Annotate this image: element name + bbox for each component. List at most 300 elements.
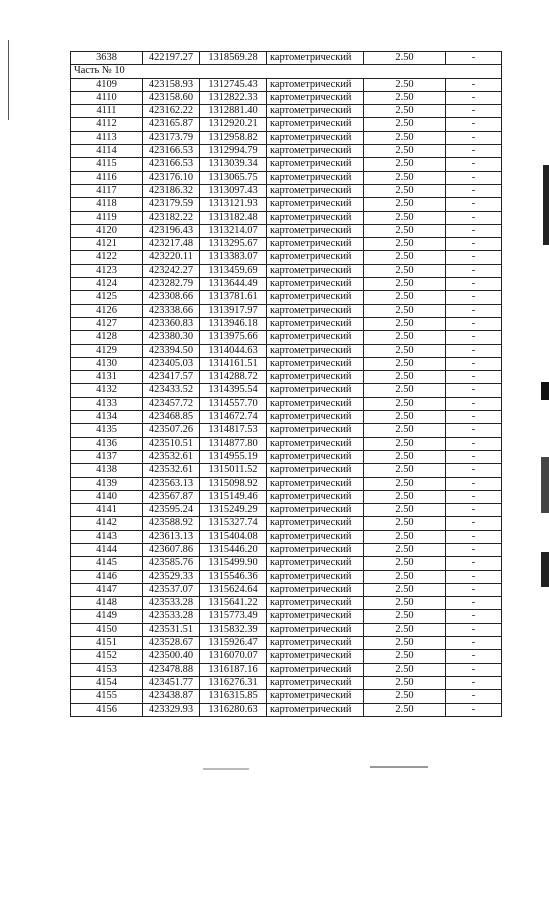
x-coordinate-cell: 423531.51 bbox=[143, 623, 200, 636]
accuracy-cell: 2.50 bbox=[364, 464, 446, 477]
point-number-cell: 4155 bbox=[71, 690, 143, 703]
point-number-cell: 4142 bbox=[71, 517, 143, 530]
x-coordinate-cell: 423282.79 bbox=[143, 278, 200, 291]
method-cell: картометрический bbox=[267, 637, 364, 650]
accuracy-cell: 2.50 bbox=[364, 91, 446, 104]
method-cell: картометрический bbox=[267, 158, 364, 171]
y-coordinate-cell: 1316280.63 bbox=[200, 703, 267, 716]
y-coordinate-cell: 1313065.75 bbox=[200, 171, 267, 184]
table-row bbox=[71, 464, 502, 477]
point-number-cell: 4152 bbox=[71, 650, 143, 663]
y-coordinate-cell: 1316070.07 bbox=[200, 650, 267, 663]
method-cell: картометрический bbox=[267, 384, 364, 397]
x-coordinate-cell: 423585.76 bbox=[143, 557, 200, 570]
x-coordinate-cell: 423217.48 bbox=[143, 238, 200, 251]
y-coordinate-cell: 1312881.40 bbox=[200, 105, 267, 118]
accuracy-cell: 2.50 bbox=[364, 131, 446, 144]
method-cell: картометрический bbox=[267, 424, 364, 437]
table-row bbox=[71, 145, 502, 158]
binding-mark-right-3 bbox=[541, 457, 549, 513]
accuracy-cell: 2.50 bbox=[364, 171, 446, 184]
accuracy-cell: 2.50 bbox=[364, 304, 446, 317]
note-cell: - bbox=[446, 251, 502, 264]
accuracy-cell: 2.50 bbox=[364, 450, 446, 463]
note-cell: - bbox=[446, 278, 502, 291]
point-number-cell: 4113 bbox=[71, 131, 143, 144]
point-number-cell: 4145 bbox=[71, 557, 143, 570]
point-number-cell: 4140 bbox=[71, 490, 143, 503]
section-title: Часть № 10 bbox=[71, 65, 502, 78]
method-cell: картометрический bbox=[267, 464, 364, 477]
accuracy-cell: 2.50 bbox=[364, 78, 446, 91]
method-cell: картометрический bbox=[267, 357, 364, 370]
accuracy-cell: 2.50 bbox=[364, 158, 446, 171]
table-row bbox=[71, 171, 502, 184]
accuracy-cell: 2.50 bbox=[364, 557, 446, 570]
table-row bbox=[71, 610, 502, 623]
y-coordinate-cell: 1313214.07 bbox=[200, 224, 267, 237]
point-number-cell: 4146 bbox=[71, 570, 143, 583]
point-number-cell: 4122 bbox=[71, 251, 143, 264]
y-coordinate-cell: 1318569.28 bbox=[200, 52, 267, 65]
table-row bbox=[71, 543, 502, 556]
accuracy-cell: 2.50 bbox=[364, 623, 446, 636]
coordinates-table-body bbox=[71, 52, 502, 717]
accuracy-cell: 2.50 bbox=[364, 597, 446, 610]
y-coordinate-cell: 1315624.64 bbox=[200, 583, 267, 596]
accuracy-cell: 2.50 bbox=[364, 211, 446, 224]
note-cell: - bbox=[446, 198, 502, 211]
x-coordinate-cell: 423532.61 bbox=[143, 450, 200, 463]
note-cell: - bbox=[446, 663, 502, 676]
table-row bbox=[71, 411, 502, 424]
point-number-cell: 4143 bbox=[71, 530, 143, 543]
method-cell: картометрический bbox=[267, 371, 364, 384]
accuracy-cell: 2.50 bbox=[364, 52, 446, 65]
x-coordinate-cell: 422197.27 bbox=[143, 52, 200, 65]
y-coordinate-cell: 1314955.19 bbox=[200, 450, 267, 463]
y-coordinate-cell: 1313121.93 bbox=[200, 198, 267, 211]
accuracy-cell: 2.50 bbox=[364, 184, 446, 197]
point-number-cell: 4127 bbox=[71, 317, 143, 330]
accuracy-cell: 2.50 bbox=[364, 517, 446, 530]
method-cell: картометрический bbox=[267, 145, 364, 158]
point-number-cell: 4151 bbox=[71, 637, 143, 650]
note-cell: - bbox=[446, 424, 502, 437]
accuracy-cell: 2.50 bbox=[364, 690, 446, 703]
method-cell: картометрический bbox=[267, 78, 364, 91]
note-cell: - bbox=[446, 570, 502, 583]
method-cell: картометрический bbox=[267, 610, 364, 623]
point-number-cell: 4123 bbox=[71, 264, 143, 277]
table-row bbox=[71, 91, 502, 104]
note-cell: - bbox=[446, 610, 502, 623]
note-cell: - bbox=[446, 118, 502, 131]
x-coordinate-cell: 423478.88 bbox=[143, 663, 200, 676]
y-coordinate-cell: 1314672.74 bbox=[200, 411, 267, 424]
table-row bbox=[71, 676, 502, 689]
y-coordinate-cell: 1314817.53 bbox=[200, 424, 267, 437]
note-cell: - bbox=[446, 411, 502, 424]
x-coordinate-cell: 423173.79 bbox=[143, 131, 200, 144]
table-row bbox=[71, 504, 502, 517]
table-row bbox=[71, 224, 502, 237]
point-number-cell: 4139 bbox=[71, 477, 143, 490]
method-cell: картометрический bbox=[267, 224, 364, 237]
x-coordinate-cell: 423433.52 bbox=[143, 384, 200, 397]
y-coordinate-cell: 1315499.90 bbox=[200, 557, 267, 570]
section-row bbox=[71, 65, 502, 78]
note-cell: - bbox=[446, 145, 502, 158]
accuracy-cell: 2.50 bbox=[364, 583, 446, 596]
binding-mark-left bbox=[8, 40, 9, 120]
accuracy-cell: 2.50 bbox=[364, 530, 446, 543]
x-coordinate-cell: 423507.26 bbox=[143, 424, 200, 437]
point-number-cell: 4116 bbox=[71, 171, 143, 184]
x-coordinate-cell: 423563.13 bbox=[143, 477, 200, 490]
x-coordinate-cell: 423533.28 bbox=[143, 610, 200, 623]
accuracy-cell: 2.50 bbox=[364, 317, 446, 330]
point-number-cell: 4117 bbox=[71, 184, 143, 197]
accuracy-cell: 2.50 bbox=[364, 371, 446, 384]
method-cell: картометрический bbox=[267, 198, 364, 211]
point-number-cell: 4126 bbox=[71, 304, 143, 317]
method-cell: картометрический bbox=[267, 317, 364, 330]
x-coordinate-cell: 423166.53 bbox=[143, 158, 200, 171]
table-row bbox=[71, 331, 502, 344]
y-coordinate-cell: 1314395.54 bbox=[200, 384, 267, 397]
x-coordinate-cell: 423417.57 bbox=[143, 371, 200, 384]
y-coordinate-cell: 1316187.16 bbox=[200, 663, 267, 676]
accuracy-cell: 2.50 bbox=[364, 703, 446, 716]
point-number-cell: 4136 bbox=[71, 437, 143, 450]
table-row bbox=[71, 530, 502, 543]
method-cell: картометрический bbox=[267, 397, 364, 410]
method-cell: картометрический bbox=[267, 291, 364, 304]
accuracy-cell: 2.50 bbox=[364, 411, 446, 424]
note-cell: - bbox=[446, 184, 502, 197]
point-number-cell: 4112 bbox=[71, 118, 143, 131]
table-row bbox=[71, 450, 502, 463]
accuracy-cell: 2.50 bbox=[364, 397, 446, 410]
table-row bbox=[71, 650, 502, 663]
method-cell: картометрический bbox=[267, 490, 364, 503]
x-coordinate-cell: 423166.53 bbox=[143, 145, 200, 158]
accuracy-cell: 2.50 bbox=[364, 105, 446, 118]
method-cell: картометрический bbox=[267, 504, 364, 517]
note-cell: - bbox=[446, 91, 502, 104]
table-row bbox=[71, 158, 502, 171]
x-coordinate-cell: 423380.30 bbox=[143, 331, 200, 344]
table-row bbox=[71, 703, 502, 716]
y-coordinate-cell: 1312822.33 bbox=[200, 91, 267, 104]
note-cell: - bbox=[446, 530, 502, 543]
x-coordinate-cell: 423529.33 bbox=[143, 570, 200, 583]
y-coordinate-cell: 1315327.74 bbox=[200, 517, 267, 530]
method-cell: картометрический bbox=[267, 703, 364, 716]
point-number-cell: 4150 bbox=[71, 623, 143, 636]
x-coordinate-cell: 423510.51 bbox=[143, 437, 200, 450]
method-cell: картометрический bbox=[267, 690, 364, 703]
note-cell: - bbox=[446, 703, 502, 716]
accuracy-cell: 2.50 bbox=[364, 663, 446, 676]
y-coordinate-cell: 1313459.69 bbox=[200, 264, 267, 277]
accuracy-cell: 2.50 bbox=[364, 504, 446, 517]
method-cell: картометрический bbox=[267, 264, 364, 277]
point-number-cell: 4149 bbox=[71, 610, 143, 623]
accuracy-cell: 2.50 bbox=[364, 570, 446, 583]
y-coordinate-cell: 1314044.63 bbox=[200, 344, 267, 357]
point-number-cell: 4137 bbox=[71, 450, 143, 463]
point-number-cell: 4133 bbox=[71, 397, 143, 410]
method-cell: картометрический bbox=[267, 597, 364, 610]
point-number-cell: 4129 bbox=[71, 344, 143, 357]
method-cell: картометрический bbox=[267, 304, 364, 317]
note-cell: - bbox=[446, 105, 502, 118]
x-coordinate-cell: 423394.50 bbox=[143, 344, 200, 357]
method-cell: картометрический bbox=[267, 91, 364, 104]
table-row bbox=[71, 597, 502, 610]
method-cell: картометрический bbox=[267, 517, 364, 530]
x-coordinate-cell: 423457.72 bbox=[143, 397, 200, 410]
method-cell: картометрический bbox=[267, 583, 364, 596]
accuracy-cell: 2.50 bbox=[364, 676, 446, 689]
table-row bbox=[71, 424, 502, 437]
method-cell: картометрический bbox=[267, 663, 364, 676]
y-coordinate-cell: 1313975.66 bbox=[200, 331, 267, 344]
point-number-cell: 4118 bbox=[71, 198, 143, 211]
x-coordinate-cell: 423533.28 bbox=[143, 597, 200, 610]
y-coordinate-cell: 1313182.48 bbox=[200, 211, 267, 224]
table-row bbox=[71, 317, 502, 330]
accuracy-cell: 2.50 bbox=[364, 278, 446, 291]
x-coordinate-cell: 423528.67 bbox=[143, 637, 200, 650]
point-number-cell: 4115 bbox=[71, 158, 143, 171]
y-coordinate-cell: 1313295.67 bbox=[200, 238, 267, 251]
note-cell: - bbox=[446, 238, 502, 251]
point-number-cell: 4121 bbox=[71, 238, 143, 251]
accuracy-cell: 2.50 bbox=[364, 477, 446, 490]
x-coordinate-cell: 423179.59 bbox=[143, 198, 200, 211]
point-number-cell: 4111 bbox=[71, 105, 143, 118]
point-number-cell: 4147 bbox=[71, 583, 143, 596]
table-row bbox=[71, 344, 502, 357]
table-row bbox=[71, 184, 502, 197]
y-coordinate-cell: 1312994.79 bbox=[200, 145, 267, 158]
y-coordinate-cell: 1314877.80 bbox=[200, 437, 267, 450]
x-coordinate-cell: 423613.13 bbox=[143, 530, 200, 543]
method-cell: картометрический bbox=[267, 251, 364, 264]
y-coordinate-cell: 1314557.70 bbox=[200, 397, 267, 410]
method-cell: картометрический bbox=[267, 331, 364, 344]
scan-smudge-left bbox=[203, 768, 249, 770]
table-row bbox=[71, 437, 502, 450]
x-coordinate-cell: 423158.60 bbox=[143, 91, 200, 104]
binding-mark-right-2 bbox=[541, 382, 549, 400]
y-coordinate-cell: 1316276.31 bbox=[200, 676, 267, 689]
note-cell: - bbox=[446, 676, 502, 689]
x-coordinate-cell: 423162.22 bbox=[143, 105, 200, 118]
note-cell: - bbox=[446, 171, 502, 184]
table-row bbox=[71, 384, 502, 397]
note-cell: - bbox=[446, 437, 502, 450]
x-coordinate-cell: 423329.93 bbox=[143, 703, 200, 716]
x-coordinate-cell: 423308.66 bbox=[143, 291, 200, 304]
y-coordinate-cell: 1313383.07 bbox=[200, 251, 267, 264]
x-coordinate-cell: 423588.92 bbox=[143, 517, 200, 530]
x-coordinate-cell: 423537.07 bbox=[143, 583, 200, 596]
x-coordinate-cell: 423360.83 bbox=[143, 317, 200, 330]
table-row bbox=[71, 490, 502, 503]
y-coordinate-cell: 1315249.29 bbox=[200, 504, 267, 517]
x-coordinate-cell: 423220.11 bbox=[143, 251, 200, 264]
accuracy-cell: 2.50 bbox=[364, 198, 446, 211]
x-coordinate-cell: 423595.24 bbox=[143, 504, 200, 517]
y-coordinate-cell: 1312745.43 bbox=[200, 78, 267, 91]
note-cell: - bbox=[446, 331, 502, 344]
accuracy-cell: 2.50 bbox=[364, 384, 446, 397]
x-coordinate-cell: 423438.87 bbox=[143, 690, 200, 703]
note-cell: - bbox=[446, 490, 502, 503]
note-cell: - bbox=[446, 557, 502, 570]
method-cell: картометрический bbox=[267, 477, 364, 490]
accuracy-cell: 2.50 bbox=[364, 650, 446, 663]
y-coordinate-cell: 1313946.18 bbox=[200, 317, 267, 330]
table-row bbox=[71, 637, 502, 650]
note-cell: - bbox=[446, 543, 502, 556]
x-coordinate-cell: 423567.87 bbox=[143, 490, 200, 503]
method-cell: картометрический bbox=[267, 676, 364, 689]
y-coordinate-cell: 1312958.82 bbox=[200, 131, 267, 144]
x-coordinate-cell: 423500.40 bbox=[143, 650, 200, 663]
point-number-cell: 4132 bbox=[71, 384, 143, 397]
method-cell: картометрический bbox=[267, 131, 364, 144]
y-coordinate-cell: 1315926.47 bbox=[200, 637, 267, 650]
table-row bbox=[71, 198, 502, 211]
method-cell: картометрический bbox=[267, 211, 364, 224]
x-coordinate-cell: 423165.87 bbox=[143, 118, 200, 131]
accuracy-cell: 2.50 bbox=[364, 264, 446, 277]
table-row bbox=[71, 477, 502, 490]
x-coordinate-cell: 423186.32 bbox=[143, 184, 200, 197]
note-cell: - bbox=[446, 211, 502, 224]
accuracy-cell: 2.50 bbox=[364, 331, 446, 344]
note-cell: - bbox=[446, 637, 502, 650]
y-coordinate-cell: 1315011.52 bbox=[200, 464, 267, 477]
point-number-cell: 4120 bbox=[71, 224, 143, 237]
note-cell: - bbox=[446, 464, 502, 477]
note-cell: - bbox=[446, 304, 502, 317]
y-coordinate-cell: 1312920.21 bbox=[200, 118, 267, 131]
y-coordinate-cell: 1315546.36 bbox=[200, 570, 267, 583]
x-coordinate-cell: 423196.43 bbox=[143, 224, 200, 237]
note-cell: - bbox=[446, 477, 502, 490]
accuracy-cell: 2.50 bbox=[364, 224, 446, 237]
note-cell: - bbox=[446, 690, 502, 703]
note-cell: - bbox=[446, 264, 502, 277]
y-coordinate-cell: 1315446.20 bbox=[200, 543, 267, 556]
accuracy-cell: 2.50 bbox=[364, 344, 446, 357]
y-coordinate-cell: 1313644.49 bbox=[200, 278, 267, 291]
point-number-cell: 4128 bbox=[71, 331, 143, 344]
y-coordinate-cell: 1315641.22 bbox=[200, 597, 267, 610]
accuracy-cell: 2.50 bbox=[364, 543, 446, 556]
x-coordinate-cell: 423182.22 bbox=[143, 211, 200, 224]
y-coordinate-cell: 1315773.49 bbox=[200, 610, 267, 623]
table-row bbox=[71, 251, 502, 264]
method-cell: картометрический bbox=[267, 450, 364, 463]
point-number-cell: 4148 bbox=[71, 597, 143, 610]
accuracy-cell: 2.50 bbox=[364, 610, 446, 623]
point-number-cell: 4109 bbox=[71, 78, 143, 91]
accuracy-cell: 2.50 bbox=[364, 490, 446, 503]
method-cell: картометрический bbox=[267, 344, 364, 357]
scan-smudge-right bbox=[370, 766, 428, 768]
y-coordinate-cell: 1313097.43 bbox=[200, 184, 267, 197]
x-coordinate-cell: 423338.66 bbox=[143, 304, 200, 317]
method-cell: картометрический bbox=[267, 105, 364, 118]
y-coordinate-cell: 1315404.08 bbox=[200, 530, 267, 543]
method-cell: картометрический bbox=[267, 570, 364, 583]
table-row bbox=[71, 557, 502, 570]
point-number-cell: 4156 bbox=[71, 703, 143, 716]
method-cell: картометрический bbox=[267, 557, 364, 570]
binding-mark-right-4 bbox=[541, 552, 549, 587]
y-coordinate-cell: 1313039.34 bbox=[200, 158, 267, 171]
point-number-cell: 4130 bbox=[71, 357, 143, 370]
method-cell: картометрический bbox=[267, 238, 364, 251]
note-cell: - bbox=[446, 357, 502, 370]
accuracy-cell: 2.50 bbox=[364, 238, 446, 251]
table-row bbox=[71, 238, 502, 251]
method-cell: картометрический bbox=[267, 171, 364, 184]
note-cell: - bbox=[446, 597, 502, 610]
x-coordinate-cell: 423451.77 bbox=[143, 676, 200, 689]
note-cell: - bbox=[446, 317, 502, 330]
x-coordinate-cell: 423607.86 bbox=[143, 543, 200, 556]
table-row bbox=[71, 690, 502, 703]
point-number-cell: 4119 bbox=[71, 211, 143, 224]
y-coordinate-cell: 1315098.92 bbox=[200, 477, 267, 490]
point-number-cell: 4154 bbox=[71, 676, 143, 689]
table-row bbox=[71, 118, 502, 131]
y-coordinate-cell: 1315832.39 bbox=[200, 623, 267, 636]
point-number-cell: 4114 bbox=[71, 145, 143, 158]
table-row bbox=[71, 211, 502, 224]
accuracy-cell: 2.50 bbox=[364, 145, 446, 158]
table-row bbox=[71, 278, 502, 291]
table-row bbox=[71, 570, 502, 583]
point-number-cell: 4125 bbox=[71, 291, 143, 304]
x-coordinate-cell: 423405.03 bbox=[143, 357, 200, 370]
table-row bbox=[71, 291, 502, 304]
table-row bbox=[71, 583, 502, 596]
y-coordinate-cell: 1313781.61 bbox=[200, 291, 267, 304]
accuracy-cell: 2.50 bbox=[364, 118, 446, 131]
table-row bbox=[71, 131, 502, 144]
x-coordinate-cell: 423532.61 bbox=[143, 464, 200, 477]
table-row bbox=[71, 371, 502, 384]
method-cell: картометрический bbox=[267, 52, 364, 65]
point-number-cell: 4138 bbox=[71, 464, 143, 477]
accuracy-cell: 2.50 bbox=[364, 437, 446, 450]
point-number-cell: 4131 bbox=[71, 371, 143, 384]
note-cell: - bbox=[446, 650, 502, 663]
note-cell: - bbox=[446, 517, 502, 530]
table-row bbox=[71, 264, 502, 277]
table-row bbox=[71, 78, 502, 91]
binding-mark-right-1 bbox=[543, 165, 549, 245]
